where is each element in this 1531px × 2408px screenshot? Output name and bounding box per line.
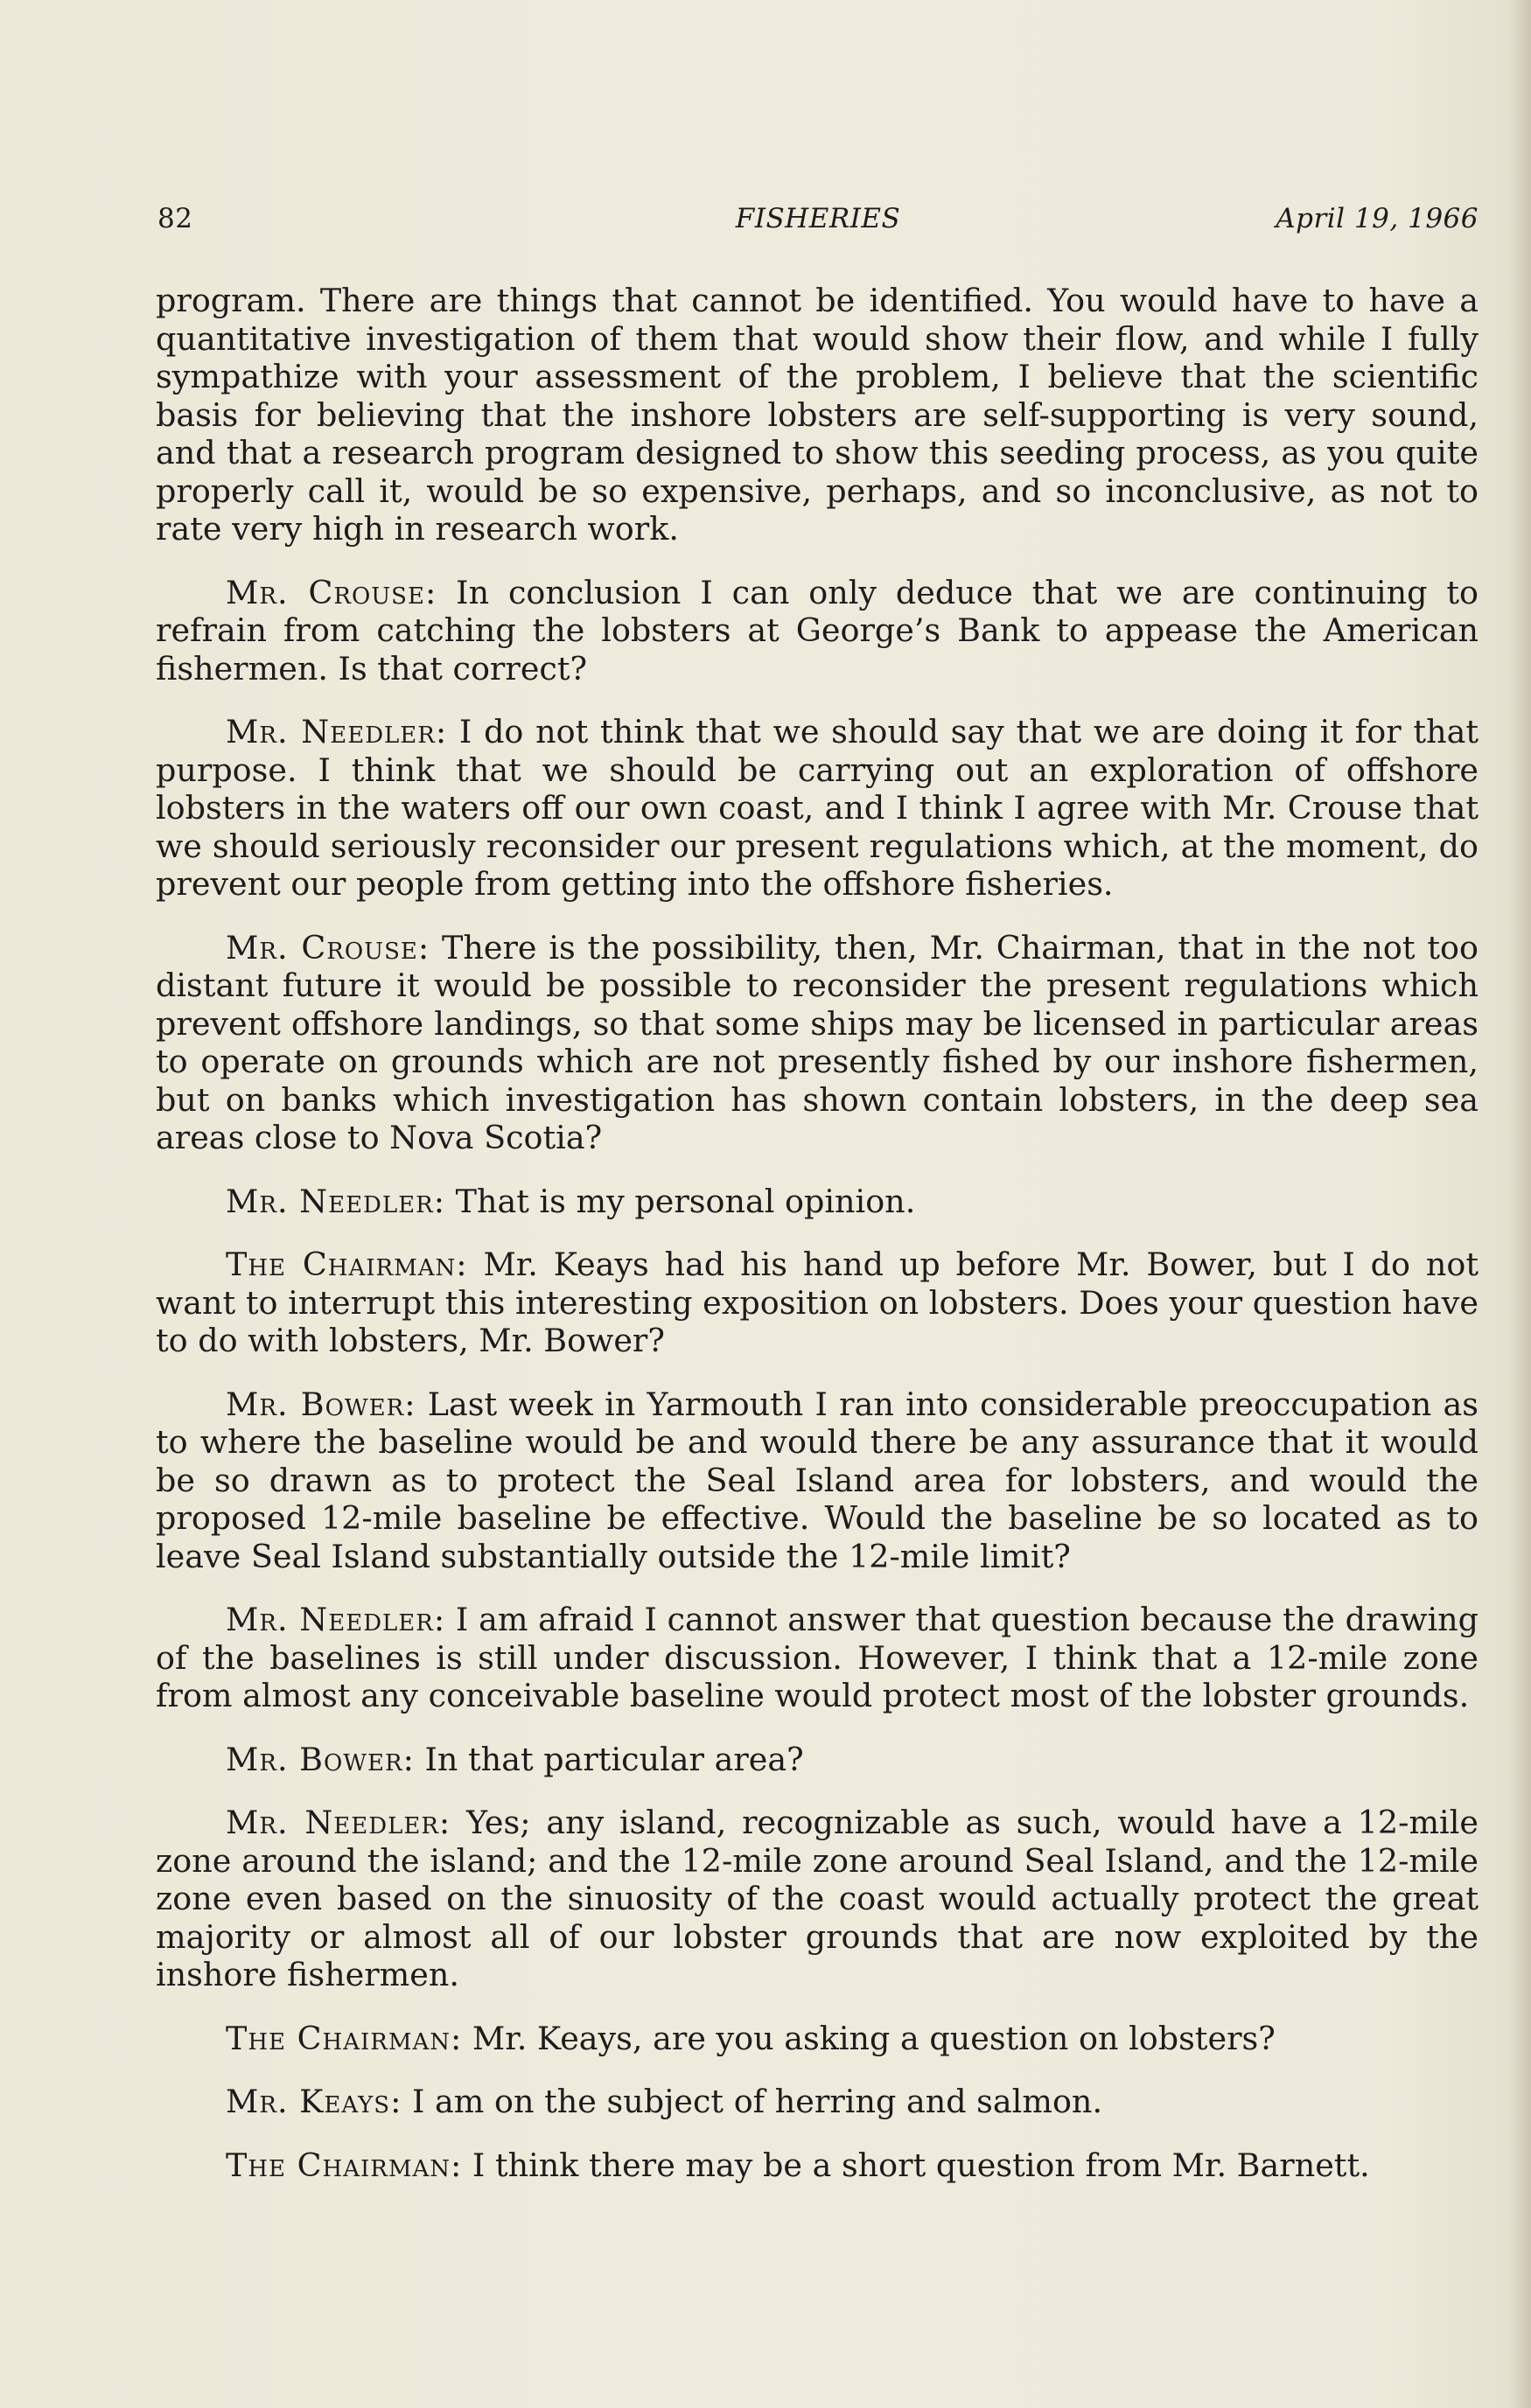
paragraph-6 bbox=[156, 1246, 1479, 1360]
speaker-label: Mr. Needler: bbox=[226, 1601, 446, 1638]
paragraph-10 bbox=[156, 1804, 1479, 1994]
paragraph-text: I am on the subject of herring and salmon. bbox=[412, 2083, 1103, 2120]
header-date: April 19, 1966 bbox=[1276, 203, 1479, 234]
paragraph-4 bbox=[156, 929, 1479, 1157]
speaker-label: Mr. Needler: bbox=[226, 1182, 446, 1220]
paragraph-text: In conclusion I can only deduce that we are continuing to refrain from catching the lobsters at George’s Bank to appease the American fishermen. Is that correct? bbox=[156, 573, 1479, 688]
paragraph-3 bbox=[156, 713, 1479, 904]
speaker-label: Mr. Bower: bbox=[226, 1740, 415, 1778]
speaker-label: The Chairman: bbox=[226, 2146, 463, 2184]
paragraph-13 bbox=[156, 2146, 1479, 2185]
paragraph-text: program. There are things that cannot be identified. You would have to have a quantitative investigation of them that would show their flow, and while I fully sympathize with your assessment of the problem, I believe that the scientific basis for believing that the inshore lobsters are self-supporting is very sound, and that a research program designed to show this seeding process, as you quite properly call it, would be so expensive, perhaps, and so inconclusive, as not to rate very high in research work. bbox=[156, 282, 1479, 548]
paragraph-2 bbox=[156, 574, 1479, 688]
speaker-label: Mr. Needler: bbox=[226, 713, 448, 750]
transcript-body bbox=[156, 282, 1479, 2209]
paragraph-text: There is the possibility, then, Mr. Chairman, that in the not too distant future it would be possible to reconsider the present regulations which prevent offshore landings, so that some ships may be licensed in particular areas to operate on grounds which are not presently fished by our inshore fishermen, but on banks which investigation has shown contain lobsters, in the deep sea areas close to Nova Scotia? bbox=[156, 928, 1479, 1156]
paragraph-text: I think there may be a short question from Mr. Barnett. bbox=[472, 2146, 1370, 2184]
paragraph-text: I am afraid I cannot answer that question because the drawing of the baselines is still under discussion. However, I think that a 12-mile zone from almost any conceivable baseline would protect most of the lobster grounds. bbox=[156, 1601, 1479, 1714]
paragraph-text: Mr. Keays, are you asking a question on lobsters? bbox=[472, 2019, 1276, 2057]
page-number: 82 bbox=[157, 203, 193, 234]
paragraph-11 bbox=[156, 2020, 1479, 2058]
paragraph-text: In that particular area? bbox=[424, 1740, 804, 1778]
speaker-label: The Chairman: bbox=[226, 2019, 463, 2057]
speaker-label: Mr. Crouse: bbox=[226, 928, 430, 967]
paragraph-text: That is my personal opinion. bbox=[455, 1182, 916, 1220]
speaker-label: The Chairman: bbox=[226, 1246, 468, 1283]
speaker-label: Mr. Needler: bbox=[226, 1804, 451, 1841]
paragraph-8 bbox=[156, 1601, 1479, 1715]
paragraph-text: Yes; any island, recognizable as such, would have a 12-mile zone around the island; and the 12-mile zone around Seal Island, and the 12-mile zone even based on the sinuosity of the coast would actually protect the great majority or almost all of our lobster grounds that are now exploited by the inshore fishermen. bbox=[156, 1804, 1479, 1993]
paragraph-text: Mr. Keays had his hand up before Mr. Bower, but I do not want to interrupt this interesting exposition on lobsters. Does your question have to do with lobsters, Mr. Bower? bbox=[156, 1246, 1479, 1359]
running-head bbox=[157, 203, 1479, 247]
speaker-label: Mr. Keays: bbox=[226, 2083, 402, 2120]
paragraph-7 bbox=[156, 1385, 1479, 1576]
speaker-label: Mr. Bower: bbox=[226, 1385, 416, 1423]
paragraph-9 bbox=[156, 1741, 1479, 1779]
paragraph-5 bbox=[156, 1183, 1479, 1221]
paragraph-12 bbox=[156, 2083, 1479, 2121]
page-edge-shadow bbox=[1508, 0, 1531, 2408]
paragraph-text: Last week in Yarmouth I ran into considerable preoccupation as to where the baseline would be and would there be any assurance that it would be so drawn as to protect the Seal Island area for lobsters, and would the proposed 12-mile baseline be effective. Would the baseline be so located as to leave Seal Island substantially outside the 12-mile limit? bbox=[156, 1385, 1479, 1575]
speaker-label: Mr. Crouse: bbox=[226, 573, 437, 611]
paragraph-text: I do not think that we should say that we are doing it for that purpose. I think that we should be carrying out an exploration of offshore lobsters in the waters off our own coast, and I think I agree with Mr. Crouse that we should seriously reconsider our present regulations which, at the moment, do prevent our people from getting into the offshore fisheries. bbox=[156, 713, 1479, 903]
section-title: FISHERIES bbox=[735, 203, 901, 234]
paragraph-1 bbox=[156, 282, 1479, 548]
